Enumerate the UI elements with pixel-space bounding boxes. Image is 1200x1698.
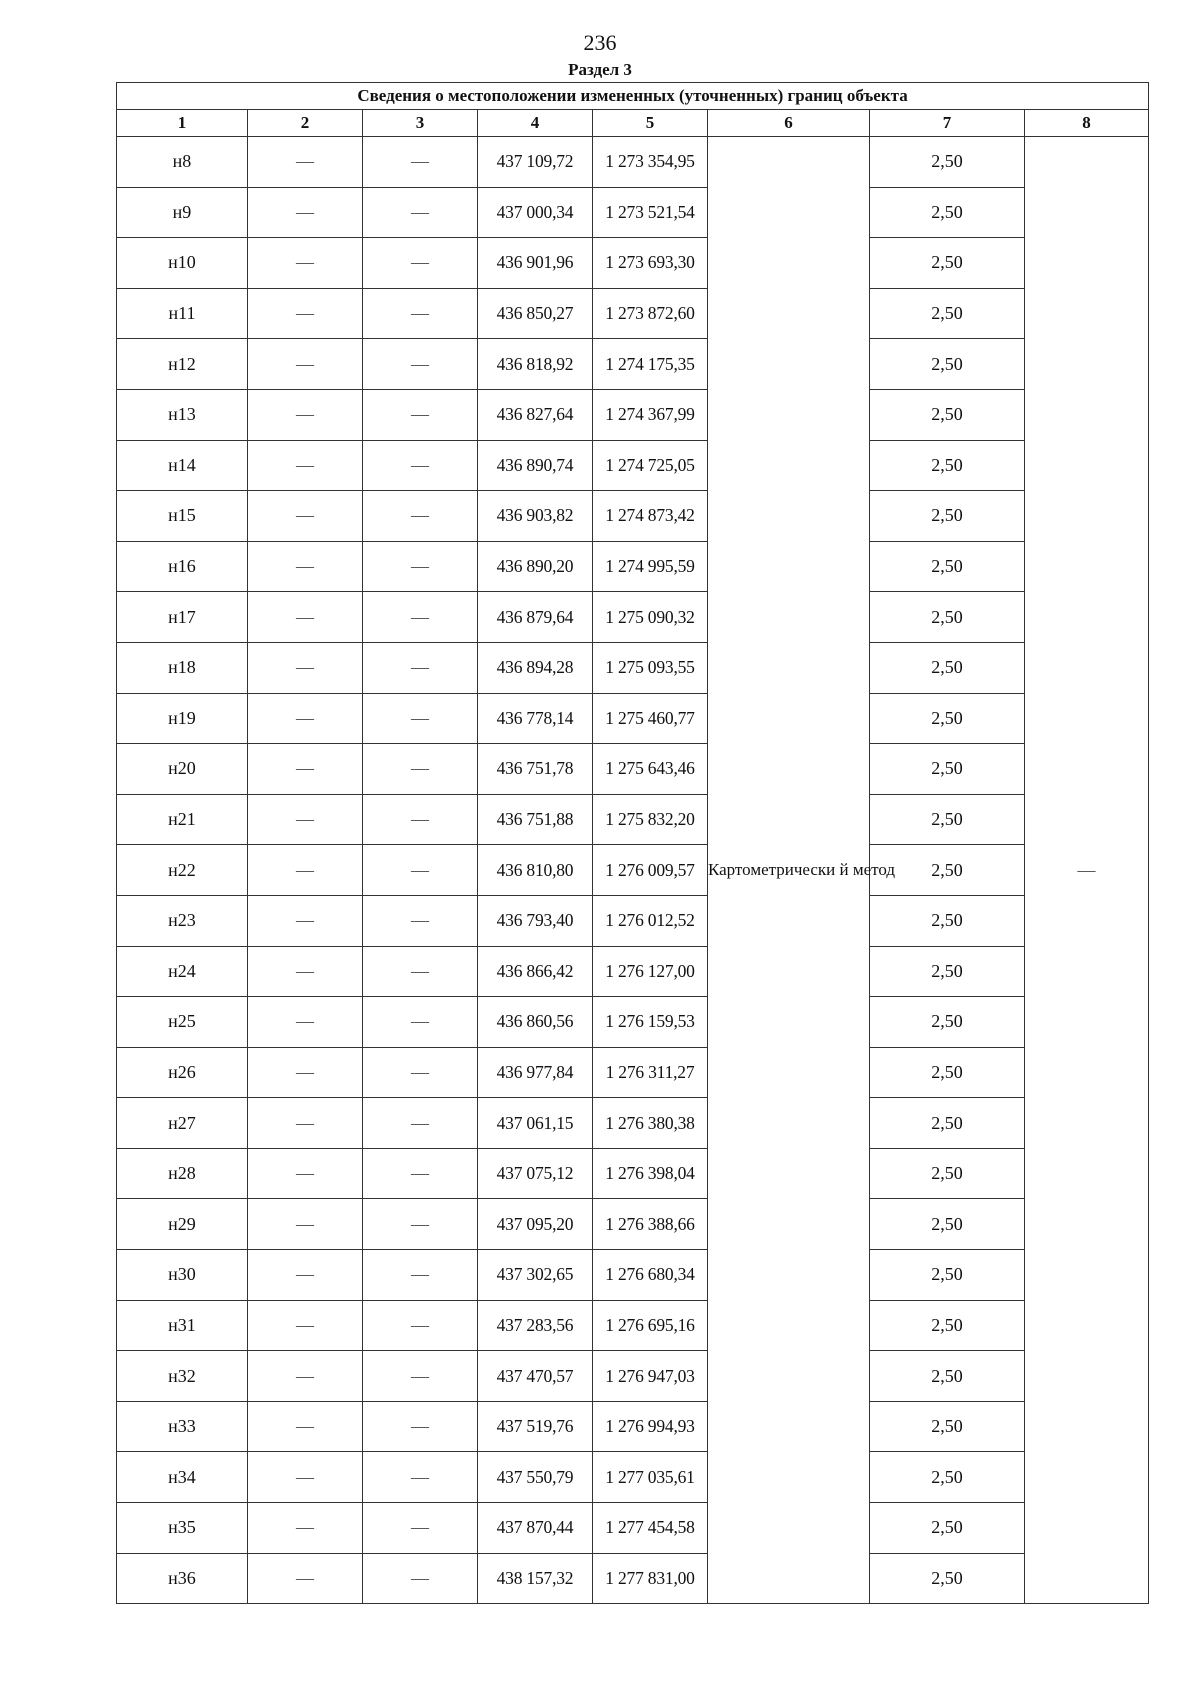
coordinate-y-cell: 1 273 354,95 [593, 137, 708, 188]
table-row [117, 895, 1149, 946]
coordinate-x-cell: 436 751,88 [478, 794, 593, 845]
column-2-cell: — [248, 491, 363, 542]
accuracy-cell: 2,50 [870, 491, 1025, 542]
coordinate-y-cell: 1 276 380,38 [593, 1098, 708, 1149]
point-number-cell: н12 [117, 339, 248, 390]
coordinate-y-cell: 1 275 090,32 [593, 592, 708, 643]
point-number-cell: н20 [117, 744, 248, 795]
point-number-cell: н15 [117, 491, 248, 542]
accuracy-cell: 2,50 [870, 1148, 1025, 1199]
coordinate-y-cell: 1 276 311,27 [593, 1047, 708, 1098]
accuracy-cell: 2,50 [870, 997, 1025, 1048]
coordinate-y-cell: 1 273 693,30 [593, 238, 708, 289]
column-3-cell: — [363, 592, 478, 643]
coordinate-y-cell: 1 276 398,04 [593, 1148, 708, 1199]
coordinate-x-cell: 436 901,96 [478, 238, 593, 289]
coordinate-x-cell: 436 879,64 [478, 592, 593, 643]
table-row [117, 137, 1149, 188]
point-number-cell: н32 [117, 1351, 248, 1402]
column-2-cell: — [248, 288, 363, 339]
point-number-cell: н34 [117, 1452, 248, 1503]
column-3-cell: — [363, 1503, 478, 1554]
column-3-cell: — [363, 946, 478, 997]
column-2-cell: — [248, 238, 363, 289]
table-row [117, 997, 1149, 1048]
coordinate-y-cell: 1 276 159,53 [593, 997, 708, 1048]
coordinate-y-cell: 1 274 367,99 [593, 389, 708, 440]
column-2-cell: — [248, 389, 363, 440]
coordinate-y-cell: 1 276 695,16 [593, 1300, 708, 1351]
coordinate-x-cell: 436 751,78 [478, 744, 593, 795]
column-number: 7 [870, 110, 1025, 137]
coordinate-x-cell: 436 903,82 [478, 491, 593, 542]
coordinate-y-cell: 1 276 680,34 [593, 1250, 708, 1301]
coordinate-y-cell: 1 274 175,35 [593, 339, 708, 390]
column-3-cell: — [363, 1401, 478, 1452]
coordinate-y-cell: 1 276 947,03 [593, 1351, 708, 1402]
column-3-cell: — [363, 1452, 478, 1503]
column-3-cell: — [363, 1351, 478, 1402]
coordinate-x-cell: 437 075,12 [478, 1148, 593, 1199]
table-row [117, 1300, 1149, 1351]
accuracy-cell: 2,50 [870, 1098, 1025, 1149]
point-number-cell: н29 [117, 1199, 248, 1250]
point-number-cell: н18 [117, 642, 248, 693]
coordinate-y-cell: 1 273 872,60 [593, 288, 708, 339]
column-2-cell: — [248, 1401, 363, 1452]
column-2-cell: — [248, 997, 363, 1048]
accuracy-cell: 2,50 [870, 794, 1025, 845]
coordinate-x-cell: 437 870,44 [478, 1503, 593, 1554]
table-row [117, 845, 1149, 896]
point-number-cell: н33 [117, 1401, 248, 1452]
table-row [117, 592, 1149, 643]
coordinate-x-cell: 437 061,15 [478, 1098, 593, 1149]
coordinate-x-cell: 436 810,80 [478, 845, 593, 896]
point-number-cell: н22 [117, 845, 248, 896]
coordinate-y-cell: 1 276 012,52 [593, 895, 708, 946]
coordinate-x-cell: 436 793,40 [478, 895, 593, 946]
column-2-cell: — [248, 1250, 363, 1301]
point-number-cell: н9 [117, 187, 248, 238]
accuracy-cell: 2,50 [870, 541, 1025, 592]
coordinate-x-cell: 437 000,34 [478, 187, 593, 238]
coordinate-x-cell: 437 283,56 [478, 1300, 593, 1351]
accuracy-cell: 2,50 [870, 137, 1025, 188]
coordinate-x-cell: 436 850,27 [478, 288, 593, 339]
table-row [117, 491, 1149, 542]
column-3-cell: — [363, 1148, 478, 1199]
table-row [117, 238, 1149, 289]
table-row [117, 642, 1149, 693]
column-3-cell: — [363, 1047, 478, 1098]
accuracy-cell: 2,50 [870, 1401, 1025, 1452]
column-3-cell: — [363, 693, 478, 744]
column-2-cell: — [248, 845, 363, 896]
table-row [117, 541, 1149, 592]
table-row [117, 946, 1149, 997]
point-number-cell: н14 [117, 440, 248, 491]
table-row [117, 1401, 1149, 1452]
point-number-cell: н16 [117, 541, 248, 592]
table-row [117, 1047, 1149, 1098]
section-title: Раздел 3 [568, 60, 632, 79]
column-2-cell: — [248, 187, 363, 238]
column-3-cell: — [363, 288, 478, 339]
coordinate-y-cell: 1 275 460,77 [593, 693, 708, 744]
column-2-cell: — [248, 1452, 363, 1503]
column-2-cell: — [248, 1503, 363, 1554]
column-3-cell: — [363, 541, 478, 592]
table-row [117, 1148, 1149, 1199]
coordinate-y-cell: 1 276 009,57 [593, 845, 708, 896]
point-number-cell: н26 [117, 1047, 248, 1098]
column-2-cell: — [248, 592, 363, 643]
column-2-cell: — [248, 744, 363, 795]
column-3-cell: — [363, 1553, 478, 1604]
coordinate-x-cell: 436 894,28 [478, 642, 593, 693]
page-number: 236 [583, 30, 617, 55]
accuracy-cell: 2,50 [870, 389, 1025, 440]
column-2-cell: — [248, 137, 363, 188]
column-3-cell: — [363, 1250, 478, 1301]
accuracy-cell: 2,50 [870, 1452, 1025, 1503]
table-row [117, 389, 1149, 440]
coordinate-x-cell: 436 860,56 [478, 997, 593, 1048]
accuracy-cell: 2,50 [870, 238, 1025, 289]
point-number-cell: н13 [117, 389, 248, 440]
point-number-cell: н10 [117, 238, 248, 289]
coordinate-x-cell: 436 890,74 [478, 440, 593, 491]
point-number-cell: н36 [117, 1553, 248, 1604]
column-2-cell: — [248, 946, 363, 997]
table-body [117, 137, 1149, 1604]
table-row [117, 339, 1149, 390]
coordinate-x-cell: 436 866,42 [478, 946, 593, 997]
point-number-cell: н23 [117, 895, 248, 946]
column-2-cell: — [248, 1300, 363, 1351]
table-row [117, 1199, 1149, 1250]
accuracy-cell: 2,50 [870, 1351, 1025, 1402]
point-number-cell: н27 [117, 1098, 248, 1149]
coordinate-x-cell: 438 157,32 [478, 1553, 593, 1604]
column-number: 5 [593, 110, 708, 137]
coordinate-x-cell: 436 890,20 [478, 541, 593, 592]
column-3-cell: — [363, 997, 478, 1048]
column-2-cell: — [248, 1199, 363, 1250]
accuracy-cell: 2,50 [870, 946, 1025, 997]
column-number: 4 [478, 110, 593, 137]
column-3-cell: — [363, 1098, 478, 1149]
point-number-cell: н21 [117, 794, 248, 845]
column-3-cell: — [363, 794, 478, 845]
table-row [117, 1351, 1149, 1402]
column-2-cell: — [248, 1351, 363, 1402]
coordinate-y-cell: 1 274 995,59 [593, 541, 708, 592]
column-2-cell: — [248, 1047, 363, 1098]
accuracy-cell: 2,50 [870, 1199, 1025, 1250]
point-number-cell: н24 [117, 946, 248, 997]
table-row [117, 744, 1149, 795]
table-row [117, 693, 1149, 744]
boundary-table [116, 82, 1149, 1604]
accuracy-cell: 2,50 [870, 744, 1025, 795]
coordinate-y-cell: 1 274 725,05 [593, 440, 708, 491]
table-row [117, 1250, 1149, 1301]
coordinate-x-cell: 436 827,64 [478, 389, 593, 440]
column-3-cell: — [363, 238, 478, 289]
column-3-cell: — [363, 1300, 478, 1351]
accuracy-cell: 2,50 [870, 895, 1025, 946]
method-cell: Картометрически й метод [708, 137, 870, 1604]
coordinate-x-cell: 437 550,79 [478, 1452, 593, 1503]
column-2-cell: — [248, 440, 363, 491]
coordinate-y-cell: 1 275 093,55 [593, 642, 708, 693]
coordinate-x-cell: 436 977,84 [478, 1047, 593, 1098]
column-number: 2 [248, 110, 363, 137]
column-3-cell: — [363, 339, 478, 390]
point-number-cell: н19 [117, 693, 248, 744]
column-2-cell: — [248, 642, 363, 693]
column-2-cell: — [248, 1553, 363, 1604]
column-number: 6 [708, 110, 870, 137]
coordinate-y-cell: 1 277 831,00 [593, 1553, 708, 1604]
point-number-cell: н8 [117, 137, 248, 188]
accuracy-cell: 2,50 [870, 1553, 1025, 1604]
table-row [117, 187, 1149, 238]
coordinate-y-cell: 1 276 127,00 [593, 946, 708, 997]
point-number-cell: н35 [117, 1503, 248, 1554]
accuracy-cell: 2,50 [870, 288, 1025, 339]
point-number-cell: н25 [117, 997, 248, 1048]
point-number-cell: н31 [117, 1300, 248, 1351]
coordinate-y-cell: 1 276 994,93 [593, 1401, 708, 1452]
column-2-cell: — [248, 1148, 363, 1199]
coordinate-x-cell: 436 778,14 [478, 693, 593, 744]
coordinate-x-cell: 437 302,65 [478, 1250, 593, 1301]
table-row [117, 1503, 1149, 1554]
table-title: Сведения о местоположении измененных (уточненных) границ объекта [117, 83, 1149, 110]
accuracy-cell: 2,50 [870, 440, 1025, 491]
coordinate-y-cell: 1 274 873,42 [593, 491, 708, 542]
accuracy-cell: 2,50 [870, 339, 1025, 390]
coordinate-x-cell: 437 095,20 [478, 1199, 593, 1250]
coordinate-x-cell: 437 109,72 [478, 137, 593, 188]
accuracy-cell: 2,50 [870, 1503, 1025, 1554]
column-number: 3 [363, 110, 478, 137]
table-row [117, 794, 1149, 845]
coordinate-y-cell: 1 273 521,54 [593, 187, 708, 238]
column-3-cell: — [363, 389, 478, 440]
column-3-cell: — [363, 491, 478, 542]
column-2-cell: — [248, 1098, 363, 1149]
column-3-cell: — [363, 187, 478, 238]
column-2-cell: — [248, 693, 363, 744]
accuracy-cell: 2,50 [870, 1047, 1025, 1098]
column-2-cell: — [248, 339, 363, 390]
column-2-cell: — [248, 541, 363, 592]
accuracy-cell: 2,50 [870, 187, 1025, 238]
table-row [117, 1452, 1149, 1503]
point-number-cell: н17 [117, 592, 248, 643]
table-row [117, 1098, 1149, 1149]
coordinate-y-cell: 1 277 454,58 [593, 1503, 708, 1554]
accuracy-cell: 2,50 [870, 1250, 1025, 1301]
column-3-cell: — [363, 744, 478, 795]
column-3-cell: — [363, 642, 478, 693]
coordinate-x-cell: 437 519,76 [478, 1401, 593, 1452]
point-number-cell: н11 [117, 288, 248, 339]
column-3-cell: — [363, 895, 478, 946]
point-number-cell: н30 [117, 1250, 248, 1301]
column-3-cell: — [363, 137, 478, 188]
accuracy-cell: 2,50 [870, 592, 1025, 643]
column-2-cell: — [248, 895, 363, 946]
table-row [117, 440, 1149, 491]
coordinate-x-cell: 437 470,57 [478, 1351, 593, 1402]
coordinate-y-cell: 1 275 832,20 [593, 794, 708, 845]
column-8-cell: — [1025, 137, 1149, 1604]
accuracy-cell: 2,50 [870, 1300, 1025, 1351]
coordinate-x-cell: 436 818,92 [478, 339, 593, 390]
column-2-cell: — [248, 794, 363, 845]
column-3-cell: — [363, 440, 478, 491]
coordinate-y-cell: 1 275 643,46 [593, 744, 708, 795]
column-3-cell: — [363, 1199, 478, 1250]
accuracy-cell: 2,50 [870, 845, 1025, 896]
table-row [117, 288, 1149, 339]
coordinate-y-cell: 1 277 035,61 [593, 1452, 708, 1503]
column-number: 8 [1025, 110, 1149, 137]
accuracy-cell: 2,50 [870, 693, 1025, 744]
column-number: 1 [117, 110, 248, 137]
column-3-cell: — [363, 845, 478, 896]
point-number-cell: н28 [117, 1148, 248, 1199]
accuracy-cell: 2,50 [870, 642, 1025, 693]
coordinate-y-cell: 1 276 388,66 [593, 1199, 708, 1250]
table-row [117, 1553, 1149, 1604]
